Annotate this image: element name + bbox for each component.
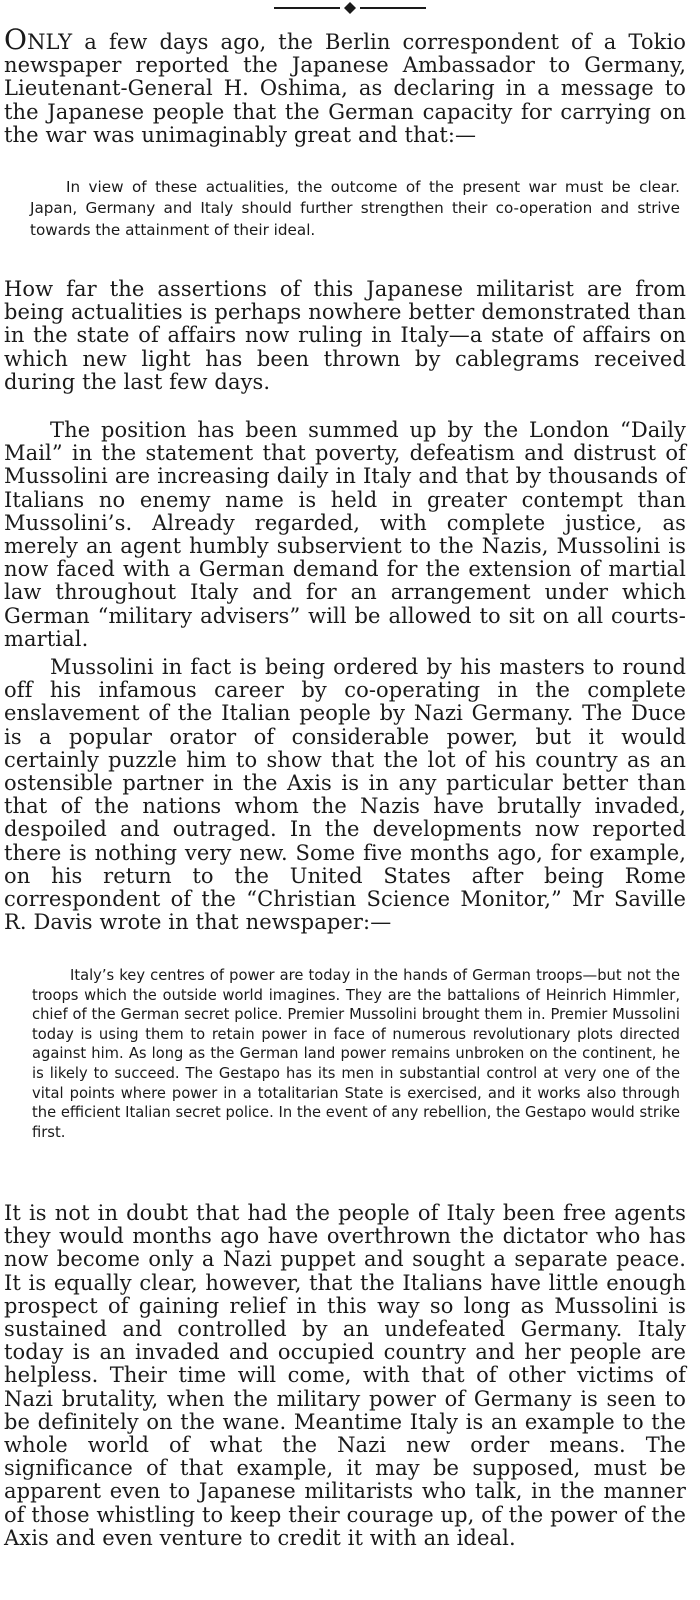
quote-oshima: In view of these actualities, the outcome of the present war must be clear. Japan, Germany and Italy should further strengthen their co-operation and strive towards the attainment of their ideal. bbox=[30, 178, 680, 239]
article-paragraph-4: Mussolini in fact is being ordered by his masters to round off his infamous career by co-operating in the complete enslavement of the Italian people by Nazi Germany. The Duce is a popular orator of considerable power, but it would certainly puzzle him to show that the lot of his country as an ostensible partner in the Axis is in any particular better than that of the nations whom the Nazis have brutally invaded, despoiled and outraged. In the developments now reported there is nothing very new. Some five months ago, for example, on his return to the United States after being Rome correspondent of the “Christian Science Monitor,” Mr Saville R. Davis wrote in that newspaper:— bbox=[4, 655, 686, 935]
drop-cap: O bbox=[4, 23, 28, 56]
paragraph-1-text: NLY a few days ago, the Berlin correspondent of a Tokio newspaper reported the Japanese Ambassador to Germany, Lieutenant-General H. Oshima, as declaring in a message to the Japanese people that the German capacity for carrying on the war was unimaginably great and that:— bbox=[4, 30, 686, 147]
article-paragraph-5: It is not in doubt that had the people of Italy been free agents they would months ago have overthrown the dictator who has now become only a Nazi puppet and sought a separate peace. It is equally clear, however, that the Italians have little enough prospect of gaining relief in this way so long as Mussolini is sustained and controlled by an undefeated Germany. Italy today is an invaded and occupied country and her people are helpless. Their time will come, with that of other victims of Nazi brutality, when the military power of Germany is seen to be definitely on the wane. Meantime Italy is an example to the whole world of what the Nazi new order means. The significance of that example, it may be supposed, must be apparent even to Japanese militarists who talk, in the manner of those whistling to keep their courage up, of the power of the Axis and even venture to credit it with an ideal. bbox=[4, 1201, 686, 1550]
quote-saville-davis: Italy’s key centres of power are today in the hands of German troops—but not the troops which the outside world imagines. They are the battalions of Heinrich Himmler, chief of the German secret police. Premier Mussolini brought them in. Premier Mussolini today is using them to retain power in face of numerous revolutionary plots directed against him. As long as the German land power remains unbroken on the continent, he is likely to succeed. The Gestapo has its men in substantial control at very one of the vital points where power in a totalitarian State is exercised, and it works also through the efficient Italian secret police. In the event of any rebellion, the Gestapo would strike first. bbox=[32, 967, 680, 1141]
article-paragraph-3: The position has been summed up by the London “Daily Mail” in the statement that poverty, defeatism and distrust of Mussolini are increasing daily in Italy and that by thousands of Italians no enemy name is held in greater contempt than Mussolini’s. Already regarded, with complete justice, as merely an agent humbly subservient to the Nazis, Mussolini is now faced with a German demand for the extension of martial law throughout Italy and for an arrangement under which German “military advisers” will be allowed to sit on all courts-martial. bbox=[4, 418, 686, 651]
ornament-divider bbox=[270, 0, 430, 16]
article-paragraph-1 bbox=[4, 23, 686, 147]
article-paragraph-2: How far the assertions of this Japanese militarist are from being actualities is perhaps nowhere better demonstrated than in the state of affairs now ruling in Italy—a state of affairs on which new light has been thrown by cablegrams received during the last few days. bbox=[4, 277, 686, 394]
